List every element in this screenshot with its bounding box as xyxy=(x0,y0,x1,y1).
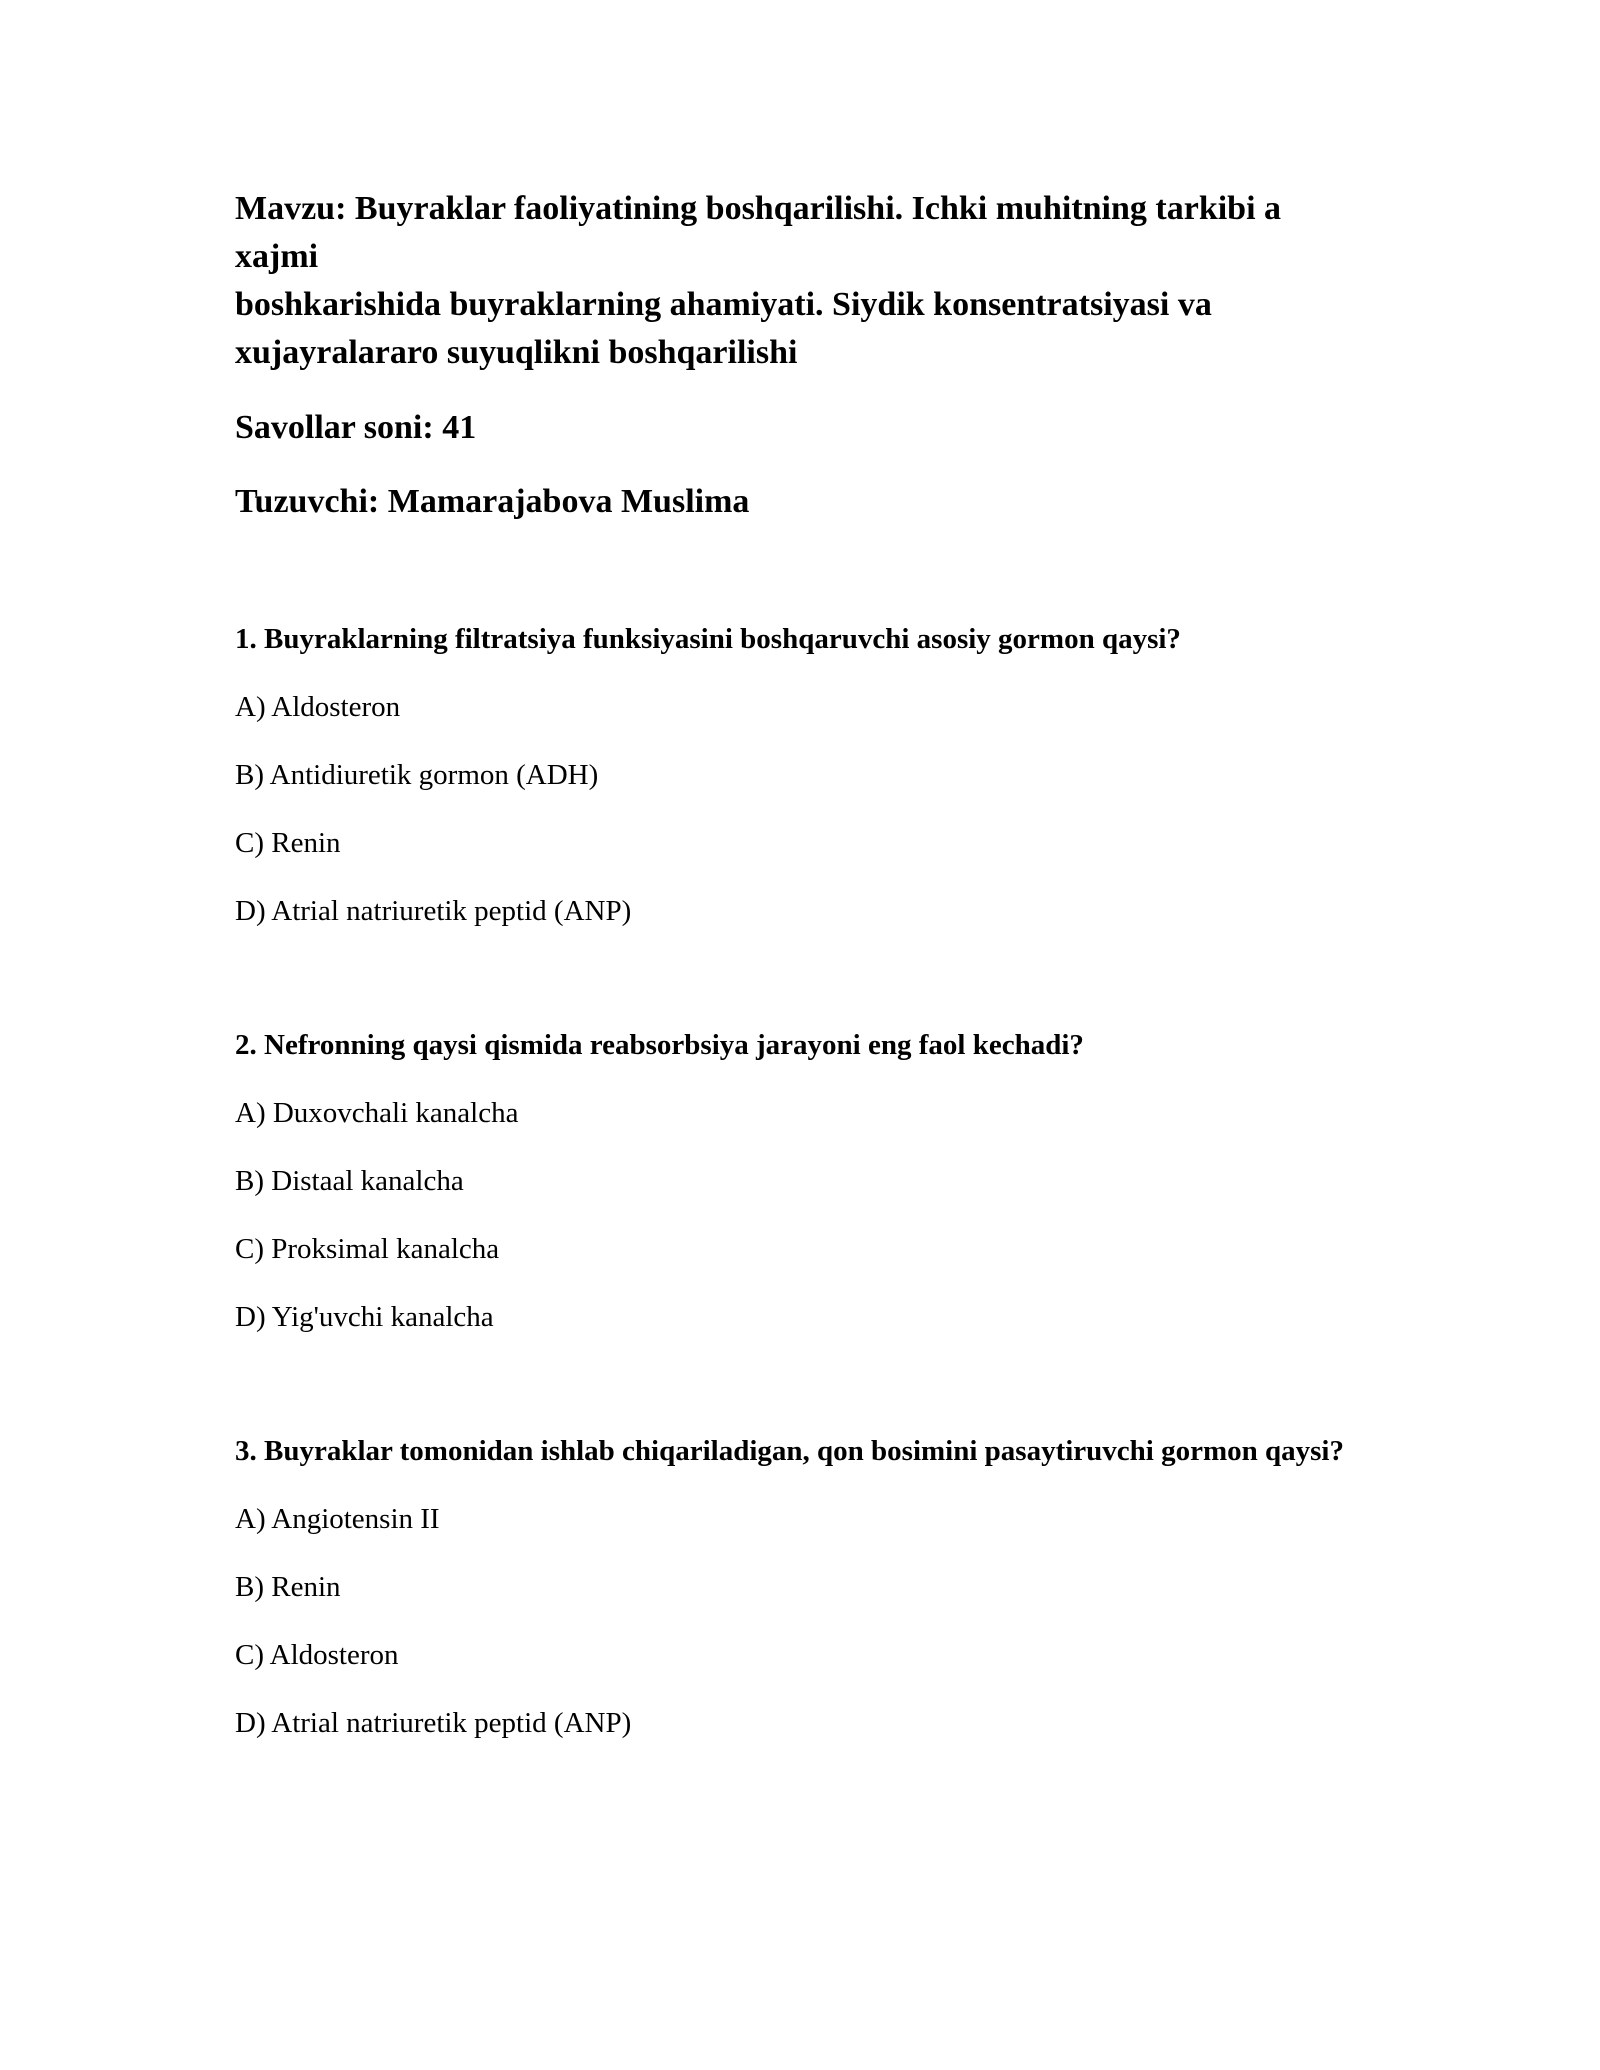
question-text: 3. Buyraklar tomonidan ishlab chiqariladigan, qon bosimini pasaytiruvchi gormon qaysi? xyxy=(235,1435,1344,1467)
document-page xyxy=(235,185,1385,1744)
question-text: 1. Buyraklarning filtratsiya funksiyasini boshqaruvchi asosiy gormon qaysi? xyxy=(235,623,1181,655)
question-block-3 xyxy=(235,1430,1385,1744)
question-count: Savollar soni: 41 xyxy=(235,409,477,446)
answer-option-b: B) Antidiuretik gormon (ADH) xyxy=(235,759,599,791)
answer-option-c: C) Renin xyxy=(235,827,341,859)
question-block-2 xyxy=(235,1024,1385,1338)
answer-option-a: A) Duxovchali kanalcha xyxy=(235,1097,519,1129)
answer-option-c: C) Aldosteron xyxy=(235,1639,399,1671)
question-text: 2. Nefronning qaysi qismida reabsorbsiya jarayoni eng faol kechadi? xyxy=(235,1029,1084,1061)
answer-option-d: D) Yig'uvchi kanalcha xyxy=(235,1301,494,1333)
title-line: Mavzu: Buyraklar faoliyatining boshqarilishi. Ichki muhitning tarkibi a xyxy=(235,190,1282,227)
answer-option-a: A) Aldosteron xyxy=(235,691,401,723)
question-block-1 xyxy=(235,618,1385,932)
author-line: Tuzuvchi: Mamarajabova Muslima xyxy=(235,483,750,520)
title-line: xujayralararo suyuqlikni boshqarilishi xyxy=(235,334,798,371)
answer-option-b: B) Renin xyxy=(235,1571,341,1603)
title-line: xajmi xyxy=(235,238,319,275)
answer-option-d: D) Atrial natriuretik peptid (ANP) xyxy=(235,1707,632,1739)
title-line: boshkarishida buyraklarning ahamiyati. Siydik konsentratsiyasi va xyxy=(235,286,1212,323)
answer-option-a: A) Angiotensin II xyxy=(235,1503,440,1535)
document-title xyxy=(235,185,1385,377)
answer-option-c: C) Proksimal kanalcha xyxy=(235,1233,500,1265)
answer-option-b: B) Distaal kanalcha xyxy=(235,1165,464,1197)
answer-option-d: D) Atrial natriuretik peptid (ANP) xyxy=(235,895,632,927)
